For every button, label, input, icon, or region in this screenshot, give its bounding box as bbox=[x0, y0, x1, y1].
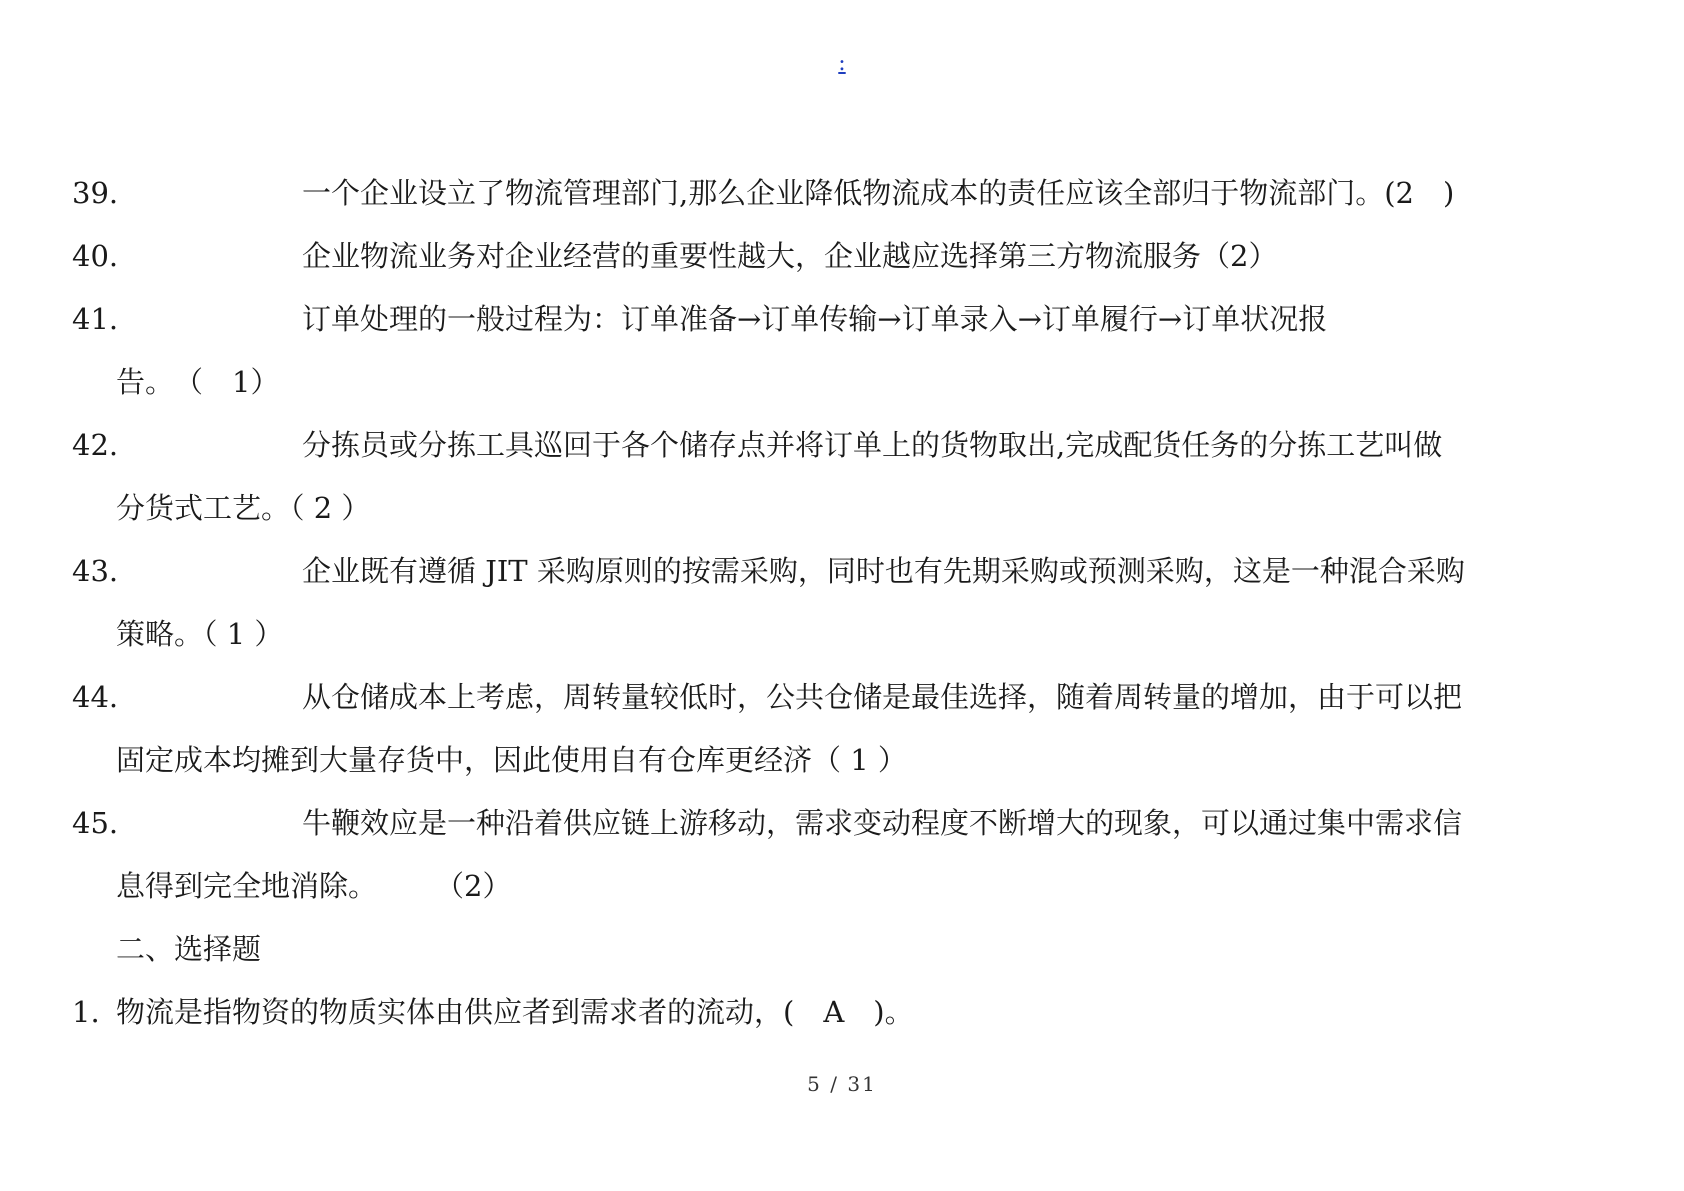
question-44-continuation bbox=[72, 729, 1584, 792]
document-body bbox=[72, 162, 1584, 1044]
question-number: 45. bbox=[72, 806, 119, 840]
question-text-continuation: 策略。（ 1 ） bbox=[116, 617, 284, 651]
question-number: 41. bbox=[72, 302, 119, 336]
choice-question-number: 1. bbox=[72, 995, 100, 1029]
question-45-continuation bbox=[72, 855, 1584, 918]
choice-question-1 bbox=[72, 981, 1584, 1044]
question-43-continuation bbox=[72, 603, 1584, 666]
question-text-continuation: 息得到完全地消除。 （2） bbox=[116, 869, 512, 903]
question-42 bbox=[72, 414, 1584, 477]
question-number: 44. bbox=[72, 680, 119, 714]
question-40 bbox=[72, 225, 1584, 288]
question-44 bbox=[72, 666, 1584, 729]
question-text: 牛鞭效应是一种沿着供应链上游移动，需求变动程度不断增大的现象，可以通过集中需求信 bbox=[302, 806, 1463, 840]
question-45 bbox=[72, 792, 1584, 855]
question-text: 一个企业设立了物流管理部门,那么企业降低物流成本的责任应该全部归于物流部门。(2 ) bbox=[302, 176, 1455, 210]
question-39 bbox=[72, 162, 1584, 225]
question-41 bbox=[72, 288, 1584, 351]
header-mark: : bbox=[838, 51, 846, 76]
section-title: 二、选择题 bbox=[116, 932, 262, 966]
question-number: 42. bbox=[72, 428, 119, 462]
page-number: 5 / 31 bbox=[807, 1072, 877, 1096]
question-text: 分拣员或分拣工具巡回于各个储存点并将订单上的货物取出,完成配货任务的分拣工艺叫做 bbox=[302, 428, 1443, 462]
question-number: 40. bbox=[72, 239, 119, 273]
question-text: 企业物流业务对企业经营的重要性越大，企业越应选择第三方物流服务（2） bbox=[302, 239, 1278, 273]
question-41-continuation bbox=[72, 351, 1584, 414]
question-number: 43. bbox=[72, 554, 119, 588]
question-43 bbox=[72, 540, 1584, 603]
question-text: 企业既有遵循 JIT 采购原则的按需采购，同时也有先期采购或预测采购，这是一种混合采购 bbox=[302, 554, 1465, 588]
question-text: 订单处理的一般过程为：订单准备→订单传输→订单录入→订单履行→订单状况报 bbox=[302, 302, 1328, 336]
question-text: 从仓储成本上考虑，周转量较低时，公共仓储是最佳选择，随着周转量的增加，由于可以把 bbox=[302, 680, 1463, 714]
question-42-continuation bbox=[72, 477, 1584, 540]
question-number: 39. bbox=[72, 176, 119, 210]
question-text-continuation: 固定成本均摊到大量存货中，因此使用自有仓库更经济（ 1 ） bbox=[116, 743, 907, 777]
question-text-continuation: 告。 （ 1） bbox=[116, 365, 280, 399]
question-text-continuation: 分货式工艺。（ 2 ） bbox=[116, 491, 371, 525]
choice-question-text: 物流是指物资的物质实体由供应者到需求者的流动，( A )。 bbox=[116, 995, 914, 1029]
